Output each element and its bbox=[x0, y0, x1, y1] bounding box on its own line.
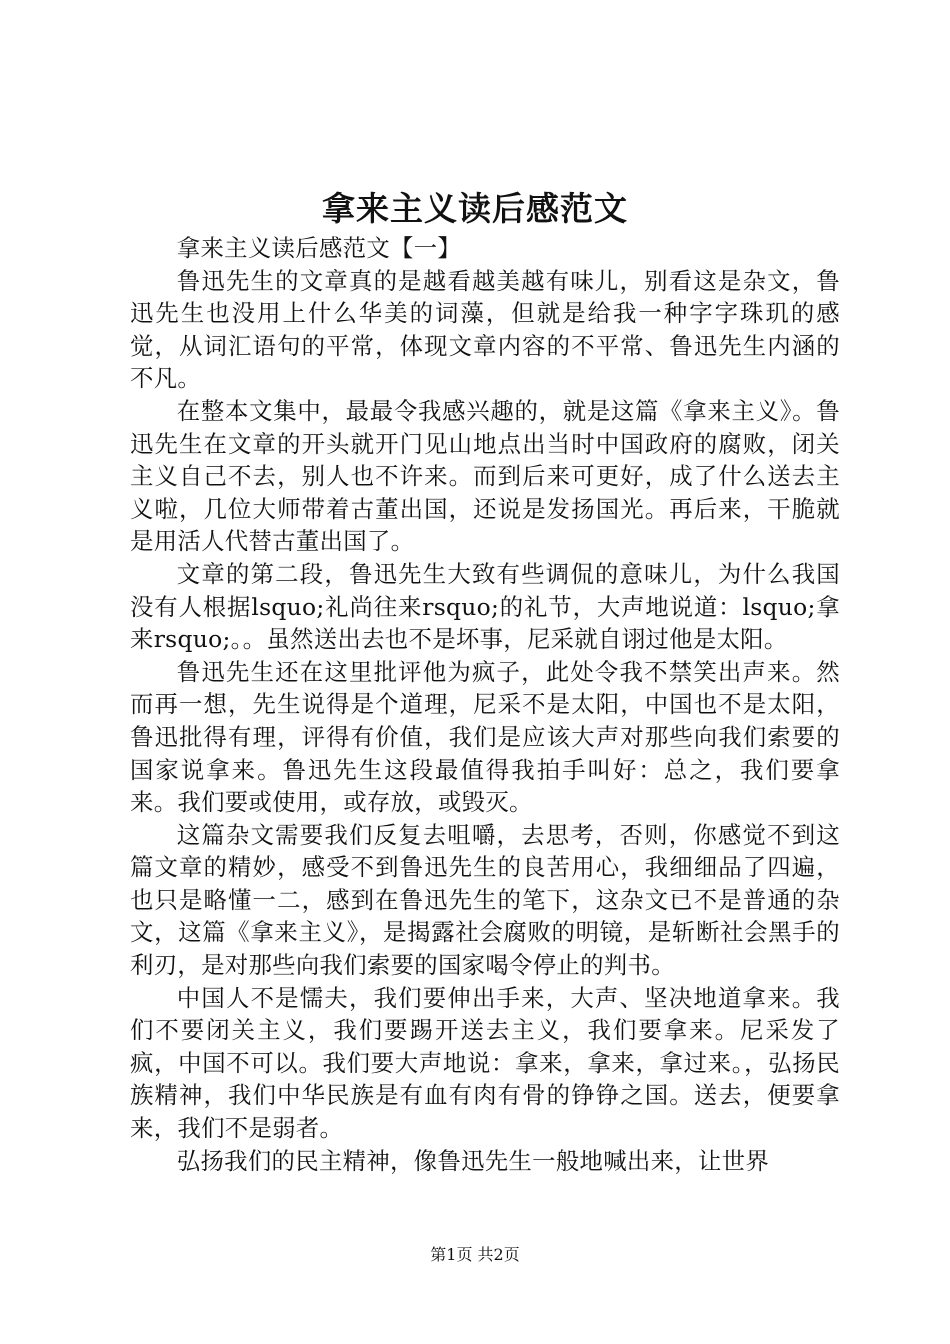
document-body bbox=[130, 232, 840, 1177]
paragraph: 鲁迅先生的文章真的是越看越美越有味儿，别看这是杂文，鲁迅先生也没用上什么华美的词藻，但就是给我一种字字珠玑的感觉，从词汇语句的平常，体现文章内容的不平常、鲁迅先生内涵的不凡。 bbox=[130, 266, 840, 393]
document-title: 拿来主义读后感范文 bbox=[322, 189, 628, 228]
paragraph: 这篇杂文需要我们反复去咀嚼，去思考，否则，你感觉不到这篇文章的精妙，感受不到鲁迅先生的良苦用心，我细细品了四遍，也只是略懂一二，感到在鲁迅先生的笔下，这杂文已不是普通的杂文，这篇《拿来主义》，是揭露社会腐败的明镜，是斩断社会黑手的利刃，是对那些向我们索要的国家喝令停止的判书。 bbox=[130, 820, 840, 980]
page-footer: 第1页 共2页 bbox=[430, 1245, 520, 1264]
paragraph: 鲁迅先生还在这里批评他为疯子，此处令我不禁笑出声来。然而再一想，先生说得是个道理，尼采不是太阳，中国也不是太阳，鲁迅批得有理，评得有价值，我们是应该大声对那些向我们索要的国家说拿来。鲁迅先生这段最值得我拍手叫好：总之，我们要拿来。我们要或使用，或存放，或毁灭。 bbox=[130, 657, 840, 817]
paragraph: 中国人不是懦夫，我们要伸出手来，大声、坚决地道拿来。我们不要闭关主义，我们要踢开送去主义，我们要拿来。尼采发了疯，中国不可以。我们要大声地说：拿来，拿来，拿过来。，弘扬民族精神，我们中华民族是有血有肉有骨的铮铮之国。送去，便要拿来，我们不是弱者。 bbox=[130, 983, 840, 1143]
paragraph: 弘扬我们的民主精神，像鲁迅先生一般地喊出来，让世界 bbox=[176, 1146, 770, 1175]
paragraph: 在整本文集中，最最令我感兴趣的，就是这篇《拿来主义》。鲁迅先生在文章的开头就开门见山地点出当时中国政府的腐败，闭关主义自己不去，别人也不许来。而到后来可更好，成了什么送去主义啦，几位大师带着古董出国，还说是发扬国光。再后来，干脆就是用活人代替古董出国了。 bbox=[130, 396, 840, 556]
paragraph: 文章的第二段，鲁迅先生大致有些调侃的意味儿，为什么我国没有人根据lsquo;礼尚往来rsquo;的礼节，大声地说道：lsquo;拿来rsquo;。。虽然送出去也不是坏事，尼采就自诩过他是太阳。 bbox=[130, 559, 840, 654]
paragraph: 拿来主义读后感范文【一】 bbox=[176, 234, 462, 262]
